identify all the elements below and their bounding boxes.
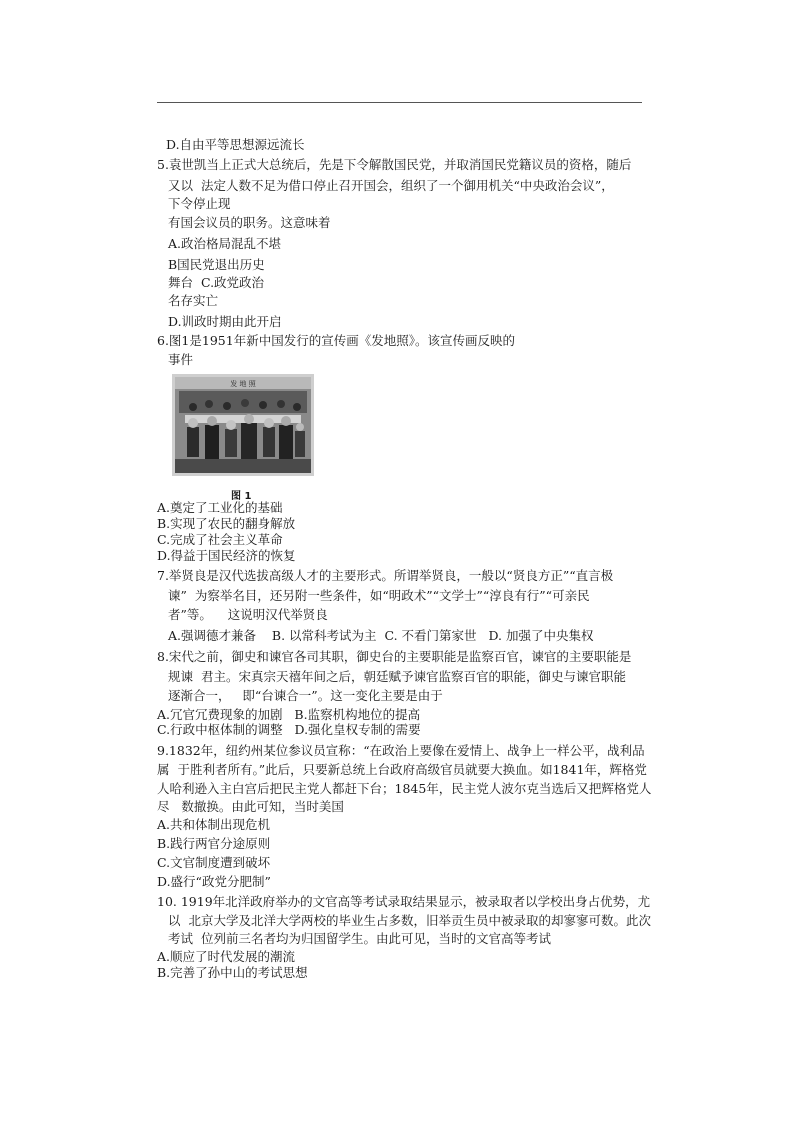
q5-option-b-cont: 舞台 C.政党政治 (168, 275, 265, 290)
q5-option-b: B国民党退出历史 (168, 257, 265, 272)
q9-option-c: C.文官制度遭到破坏 (157, 855, 271, 870)
q10-option-a: A.顺应了时代发展的潮流 (157, 949, 296, 964)
q5-stem-line2: 又以 法定人数不足为借口停止召开国会，组织了一个御用机关“中央政治会议”， (168, 178, 614, 193)
q8-stem-line2: 规谏 君主。宋真宗天禧年间之后，朝廷赋予谏官监察百官的职能，御史与谏官职能 (168, 669, 626, 684)
q6-stem-line2: 事件 (168, 352, 194, 367)
q10-option-b: B.完善了孙中山的考试思想 (157, 965, 308, 980)
propaganda-poster-image (172, 374, 314, 476)
q9-stem-line2: 属 于胜利者所有。”此后，只要新总统上台政府高级官员就要大换血。如1841年，辉格党 (157, 762, 647, 777)
q5-stem-line4: 有国会议员的职务。这意味着 (168, 215, 331, 230)
q10-stem-line2: 以 北京大学及北洋大学两校的毕业生占多数，旧举贡生员中被录取的却寥寥可数。此次 (168, 913, 651, 928)
poster-illustration (175, 377, 311, 473)
q7-options: A.强调德才兼备 B. 以常科考试为主 C. 不看门第家世 D. 加强了中央集权 (168, 628, 594, 643)
q9-option-d: D.盛行“政党分肥制” (157, 874, 271, 889)
q5-stem-line3: 下令停止现 (168, 196, 231, 211)
q8-stem-line3: 逐渐合一， 即“台谏合一”。这一变化主要是由于 (168, 688, 443, 703)
q7-stem-line3: 者”等。 这说明汉代举贤良 (168, 607, 328, 622)
header-rule (157, 102, 642, 103)
q10-stem-line3: 考试 位列前三名者均为归国留学生。由此可见，当时的文官高等考试 (168, 931, 551, 946)
q6-option-d: D.得益于国民经济的恢复 (157, 548, 296, 563)
option-d-q4: D.自由平等思想源远流长 (166, 137, 305, 152)
q6-option-b: B.实现了农民的翻身解放 (157, 516, 296, 531)
q7-stem-line1: 7.举贤良是汉代选拔高级人才的主要形式。所谓举贤良，一般以“贤良方正”“直言极 (157, 568, 614, 583)
q9-stem-line4: 尽 数撤换。由此可知，当时美国 (157, 799, 344, 814)
q9-stem-line3: 人哈利逊入主白宫后把民主党人都赶下台；1845年，民主党人波尔克当选后又把辉格党人 (157, 781, 652, 796)
q8-stem-line1: 8.宋代之前，御史和谏官各司其职，御史台的主要职能是监察百官，谏官的主要职能是 (157, 649, 632, 664)
figure-caption: 图 1 (231, 491, 252, 502)
q9-option-a: A.共和体制出现危机 (157, 817, 271, 832)
q9-stem-line1: 9.1832年，纽约州某位参议员宣称：“在政治上要像在爱情上、战争上一样公平，战利品 (157, 743, 645, 758)
q10-stem-line1: 10. 1919年北洋政府举办的文官高等考试录取结果显示，被录取者以学校出身占优势，尤 (157, 894, 651, 909)
q8-options-cd: C.行政中枢体制的调整 D.强化皇权专制的需要 (157, 722, 421, 737)
q9-option-b: B.践行两官分途原则 (157, 836, 271, 851)
q6-stem-line1: 6.图1是1951年新中国发行的宣传画《发地照》。该宣传画反映的 (157, 333, 515, 348)
poster-banner: 发 地 照 (230, 380, 256, 388)
q8-options-ab: A.冗官冗费现象的加剧 B.监察机构地位的提高 (157, 707, 421, 722)
q5-option-a: A.政治格局混乱不堪 (168, 236, 282, 251)
q7-stem-line2: 谏” 为察举名目，还另附一些条件，如“明政术”“文学士”“淳良有行”“可亲民 (168, 588, 590, 603)
q5-option-d: D.训政时期由此开启 (168, 314, 282, 329)
q5-option-c-cont: 名存实亡 (168, 293, 219, 308)
q6-option-a: A.奠定了工业化的基础 (157, 500, 283, 515)
q6-option-c: C.完成了社会主义革命 (157, 532, 283, 547)
q5-stem-line1: 5.袁世凯当上正式大总统后，先是下令解散国民党，并取消国民党籍议员的资格，随后 (157, 157, 632, 172)
